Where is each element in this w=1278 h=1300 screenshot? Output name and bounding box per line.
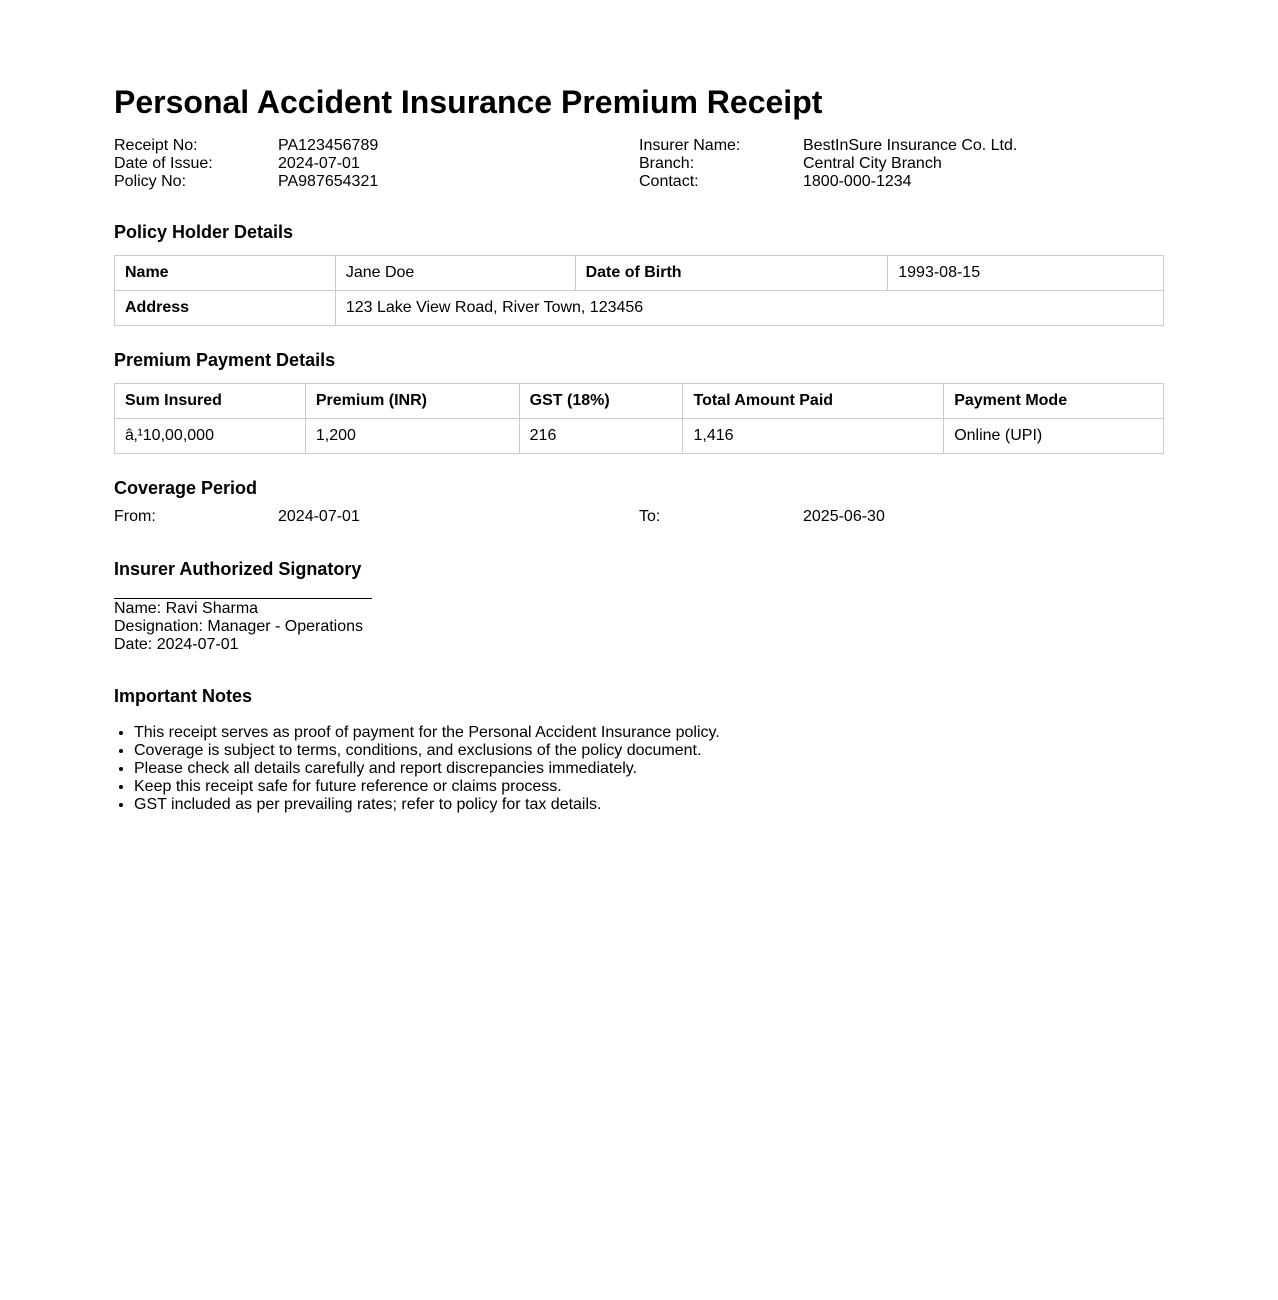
sum-insured-value: â‚¹10,00,000 [115,419,306,454]
name-label: Name [115,256,336,291]
gst-header: GST (18%) [519,384,683,419]
branch-value: Central City Branch [803,155,942,172]
list-item: • This receipt serves as proof of payment for the Personal Accident Insurance policy. [134,724,1164,742]
signatory-name: Name: Ravi Sharma [114,600,259,617]
notes-section [114,685,1164,814]
table-row [115,256,1164,291]
branch-row [639,155,1164,173]
notes-list [114,724,1164,814]
coverage-to-label: To: [639,508,661,525]
contact-row [639,173,1164,191]
insurer-name-label: Insurer Name: [639,137,741,154]
date-of-issue-label: Date of Issue: [114,155,213,172]
insurer-name-row [639,137,1164,155]
coverage-to [639,508,1164,526]
coverage-heading: Coverage Period [114,478,258,498]
coverage-from-value: 2024-07-01 [278,508,360,525]
page-title: Personal Accident Insurance Premium Receipt [114,84,823,120]
premium-header: Premium (INR) [305,384,519,419]
date-of-issue-row [114,155,639,173]
total-paid-value: 1,416 [683,419,944,454]
table-header-row [115,384,1164,419]
gst-value: 216 [519,419,683,454]
receipt-no-label: Receipt No: [114,137,198,154]
contact-label: Contact: [639,173,699,190]
sum-insured-header: Sum Insured [115,384,306,419]
signatory-date: Date: 2024-07-01 [114,636,239,653]
payment-mode-header: Payment Mode [944,384,1164,419]
list-item: • GST included as per prevailing rates; refer to policy for tax details. [134,796,1164,814]
table-row [115,291,1164,326]
receipt-meta [114,137,1164,191]
signatory-heading: Insurer Authorized Signatory [114,559,362,579]
branch-label: Branch: [639,155,695,172]
list-item: • Please check all details carefully and report discrepancies immediately. [134,760,1164,778]
premium-value: 1,200 [305,419,519,454]
notes-heading: Important Notes [114,686,253,706]
policy-no-label: Policy No: [114,173,187,190]
policy-holder-table [114,255,1164,326]
list-item: • Coverage is subject to terms, conditions, and exclusions of the policy document. [134,742,1164,760]
signatory-designation: Designation: Manager - Operations [114,618,364,635]
coverage-from-label: From: [114,508,156,525]
total-paid-header: Total Amount Paid [683,384,944,419]
coverage-section [114,477,1164,526]
coverage-row [114,508,1164,526]
dob-value: 1993-08-15 [888,256,1164,291]
insurer-name-value: BestInSure Insurance Co. Ltd. [803,137,1018,154]
payment-mode-value: Online (UPI) [944,419,1164,454]
table-row [115,419,1164,454]
policy-no-row [114,173,639,191]
signatory-details [114,600,1164,654]
policy-holder-heading: Policy Holder Details [114,222,294,242]
name-value: Jane Doe [335,256,575,291]
receipt-no-row [114,137,639,155]
policy-no-value: PA987654321 [278,173,379,190]
coverage-to-value: 2025-06-30 [803,508,885,525]
contact-value: 1800-000-1234 [803,173,912,190]
policy-holder-section [114,221,1164,326]
coverage-from [114,508,639,526]
premium-table [114,383,1164,454]
receipt-no-value: PA123456789 [278,137,379,154]
signatory-section [114,558,1164,654]
receipt-meta-right [639,137,1164,191]
signature-line [114,598,372,599]
date-of-issue-value: 2024-07-01 [278,155,360,172]
premium-section [114,349,1164,454]
list-item: • Keep this receipt safe for future reference or claims process. [134,778,1164,796]
address-value: 123 Lake View Road, River Town, 123456 [335,291,1163,326]
address-label: Address [115,291,336,326]
premium-heading: Premium Payment Details [114,350,336,370]
receipt-meta-left [114,137,639,191]
dob-label: Date of Birth [575,256,888,291]
